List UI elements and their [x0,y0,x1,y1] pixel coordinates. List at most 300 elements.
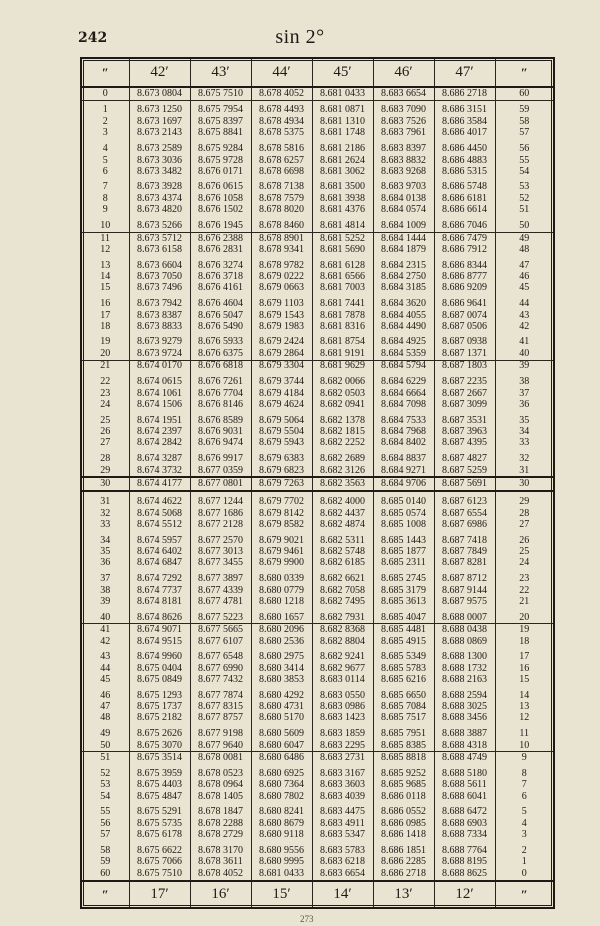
table-row [82,636,553,647]
seconds-label-left: 27 [100,437,111,449]
log-value-cell: 8.688 6472 [434,802,495,818]
log-value-cell: 8.678 1405 [190,791,251,802]
log-value-cell: 8.686 4883 [434,155,495,166]
log-value-cell: 8.681 7878 [312,310,373,321]
table-row [82,232,553,244]
log-value-cell: 8.684 2315 [373,256,434,272]
seconds-label-right: 5 [495,802,553,818]
log-value-cell: 8.677 9198 [190,724,251,740]
log-value-cell: 8.681 9191 [312,348,373,360]
log-value-cell: 8.680 3414 [251,663,312,674]
log-value-cell: 8.679 2864 [251,348,312,360]
log-value-cell: 8.687 6554 [434,508,495,519]
seconds-label-left: 31 [100,495,111,507]
page-title: sin 2° [275,26,325,48]
log-value-cell: 8.688 5180 [434,764,495,780]
log-value-cell: 8.686 2718 [373,868,434,881]
log-value-cell: 8.673 1697 [129,116,190,127]
log-value-cell: 8.688 6041 [434,791,495,802]
seconds-label-right: 21 [495,596,553,607]
log-value-cell: 8.684 3185 [373,283,434,294]
seconds-label-left: 32 [100,507,111,519]
seconds-label-left: 50 [82,740,129,752]
log-value-cell: 8.674 5068 [129,508,190,519]
log-value-cell: 8.673 4820 [129,205,190,216]
log-value-cell: 8.675 7066 [129,857,190,868]
log-value-cell: 8.674 3732 [129,465,190,477]
table-row [82,608,553,624]
seconds-label-right: 20 [495,608,553,624]
log-value-cell: 8.686 2285 [373,857,434,868]
log-value-cell: 8.683 1859 [312,724,373,740]
log-value-cell: 8.684 3620 [373,294,434,310]
seconds-label-right: 30 [495,477,553,491]
log-value-cell: 8.682 0503 [312,388,373,399]
log-value-cell: 8.678 4934 [251,116,312,127]
log-value-cell: 8.679 9021 [251,531,312,547]
table-row [82,477,553,491]
log-value-cell: 8.678 3170 [190,841,251,857]
log-value-cell: 8.677 6548 [190,647,251,663]
log-value-cell: 8.676 3274 [190,256,251,272]
log-value-cell: 8.688 0438 [434,624,495,636]
seconds-label-left: 20 [82,348,129,360]
seconds-label-left: 42 [100,635,111,647]
log-value-cell: 8.682 6621 [312,569,373,585]
seconds-label-right: 19 [495,624,553,636]
log-value-cell: 8.687 7849 [434,546,495,557]
seconds-label-right: 25 [495,546,553,557]
log-value-cell: 8.679 4624 [251,399,312,410]
seconds-label-right: 2 [495,841,553,857]
log-value-cell: 8.688 5611 [434,780,495,791]
log-value-cell: 8.686 4450 [434,139,495,155]
log-value-cell: 8.675 0404 [129,663,190,674]
log-value-cell: 8.684 0574 [373,205,434,216]
log-value-cell: 8.678 2729 [190,829,251,840]
log-value-cell: 8.675 3959 [129,764,190,780]
seconds-label-left: 41 [100,624,111,636]
log-value-cell: 8.682 7058 [312,585,373,596]
seconds-label-right: 35 [495,411,553,427]
seconds-label-right: 0 [495,868,553,881]
log-value-cell: 8.680 1657 [251,608,312,624]
log-value-cell: 8.688 8625 [434,868,495,881]
table-row [82,647,553,663]
seconds-label-left: 35 [100,546,111,558]
seconds-label-right: 40 [495,348,553,360]
table-row [82,372,553,388]
log-value-cell: 8.680 9118 [251,829,312,840]
log-value-cell: 8.676 2388 [190,232,251,244]
log-value-cell: 8.674 1951 [129,411,190,427]
log-value-cell: 8.682 4874 [312,519,373,530]
log-value-cell: 8.677 8757 [190,713,251,724]
log-value-cell: 8.676 8146 [190,399,251,410]
seconds-label-right: 27 [495,519,553,530]
log-value-cell: 8.685 3179 [373,585,434,596]
table-row [82,333,553,349]
log-value-cell: 8.676 2831 [190,244,251,255]
seconds-label-right: 53 [495,178,553,194]
log-value-cell: 8.688 8195 [434,857,495,868]
seconds-label-left: 0 [82,87,129,100]
table-row [82,438,553,449]
seconds-label-right: 46 [495,271,553,282]
log-value-cell: 8.686 4017 [434,128,495,139]
table-row [82,139,553,155]
seconds-label-left: 34 [100,534,111,546]
log-value-cell: 8.685 2745 [373,569,434,585]
log-value-cell: 8.687 8712 [434,569,495,585]
seconds-label-right: 6 [495,791,553,802]
log-value-cell: 8.681 0871 [312,100,373,116]
log-value-cell: 8.675 7954 [190,100,251,116]
log-value-cell: 8.673 9724 [129,348,190,360]
log-value-cell: 8.687 5259 [434,465,495,477]
table-row [82,686,553,702]
table-row [82,546,553,557]
log-value-cell: 8.676 5490 [190,321,251,332]
log-value-cell: 8.673 2589 [129,139,190,155]
log-value-cell: 8.681 7441 [312,294,373,310]
seconds-label-left: 55 [100,806,111,818]
log-value-cell: 8.681 0433 [312,87,373,100]
log-value-cell: 8.686 1418 [373,829,434,840]
log-value-cell: 8.681 6128 [312,256,373,272]
table-row [82,310,553,321]
log-sine-table-frame [80,57,555,909]
log-value-cell: 8.684 1009 [373,216,434,232]
log-value-cell: 8.676 9474 [190,438,251,449]
log-value-cell: 8.683 4911 [312,818,373,829]
log-value-cell: 8.676 3718 [190,271,251,282]
seconds-label-right: 37 [495,388,553,399]
table-row [82,427,553,438]
footer-mark: 273 [300,914,314,924]
log-value-cell: 8.684 7098 [373,399,434,410]
log-value-cell: 8.679 5504 [251,427,312,438]
table-row [82,818,553,829]
seconds-label-left: 16 [100,298,111,310]
seconds-label-right: 31 [495,465,553,477]
log-value-cell: 8.680 4731 [251,701,312,712]
seconds-label-right: 42 [495,321,553,332]
table-row [82,491,553,508]
log-value-cell: 8.685 9252 [373,764,434,780]
seconds-label-right: 36 [495,399,553,410]
log-value-cell: 8.684 8402 [373,438,434,449]
log-value-cell: 8.684 5359 [373,348,434,360]
log-value-cell: 8.674 7737 [129,585,190,596]
log-value-cell: 8.673 3036 [129,155,190,166]
log-value-cell: 8.681 5252 [312,232,373,244]
log-value-cell: 8.678 4052 [251,87,312,100]
log-value-cell: 8.678 7138 [251,178,312,194]
log-value-cell: 8.687 9144 [434,585,495,596]
log-value-cell: 8.687 4827 [434,449,495,465]
log-value-cell: 8.680 6047 [251,740,312,752]
log-value-cell: 8.675 6178 [129,829,190,840]
seconds-label-right: 43 [495,310,553,321]
log-value-cell: 8.674 2397 [129,427,190,438]
log-value-cell: 8.674 9960 [129,647,190,663]
log-value-cell: 8.680 7364 [251,780,312,791]
log-value-cell: 8.686 3151 [434,100,495,116]
seconds-label-right: 33 [495,438,553,449]
seconds-label-left: 13 [100,259,111,271]
log-value-cell: 8.682 8804 [312,636,373,647]
log-value-cell: 8.681 3938 [312,193,373,204]
log-value-cell: 8.683 7090 [373,100,434,116]
log-value-cell: 8.685 6650 [373,686,434,702]
log-value-cell: 8.675 1293 [129,686,190,702]
log-value-cell: 8.680 9995 [251,857,312,868]
log-value-cell: 8.682 5311 [312,531,373,547]
table-row [82,674,553,685]
log-value-cell: 8.680 4292 [251,686,312,702]
log-value-cell: 8.675 3514 [129,752,190,764]
seconds-label-left: 57 [100,829,111,841]
table-row [82,283,553,294]
seconds-label-left: 46 [100,689,111,701]
log-value-cell: 8.677 5665 [190,624,251,636]
log-value-cell: 8.688 6903 [434,818,495,829]
log-value-cell: 8.686 7912 [434,244,495,255]
log-value-cell: 8.681 0433 [251,868,312,881]
log-value-cell: 8.683 1423 [312,713,373,724]
log-value-cell: 8.673 2143 [129,128,190,139]
log-value-cell: 8.674 7292 [129,569,190,585]
log-value-cell: 8.678 6698 [251,166,312,177]
log-value-cell: 8.684 1444 [373,232,434,244]
table-row [82,128,553,139]
log-value-cell: 8.675 6622 [129,841,190,857]
log-value-cell: 8.685 5783 [373,663,434,674]
log-value-cell: 8.678 9341 [251,244,312,255]
log-value-cell: 8.674 1506 [129,399,190,410]
log-value-cell: 8.680 5609 [251,724,312,740]
log-value-cell: 8.680 7802 [251,791,312,802]
seconds-label-left: 21 [100,360,111,372]
log-value-cell: 8.676 1502 [190,205,251,216]
seconds-label-right: 34 [495,427,553,438]
log-value-cell: 8.687 0938 [434,333,495,349]
log-value-cell: 8.680 2975 [251,647,312,663]
seconds-label-left: 9 [102,204,108,216]
log-value-cell: 8.683 6654 [312,868,373,881]
seconds-label-left: 39 [100,595,111,607]
seconds-label-left: 36 [100,557,111,569]
log-value-cell: 8.675 8841 [190,128,251,139]
log-value-cell: 8.674 3287 [129,449,190,465]
log-value-cell: 8.673 9279 [129,333,190,349]
log-value-cell: 8.684 2750 [373,271,434,282]
table-row [82,166,553,177]
log-value-cell: 8.682 8368 [312,624,373,636]
log-value-cell: 8.686 8344 [434,256,495,272]
seconds-label-left: 49 [100,728,111,740]
seconds-label-left: 45 [100,673,111,685]
log-value-cell: 8.677 0801 [190,477,251,491]
column-header: 43′ [190,59,251,87]
seconds-label-left: 48 [100,712,111,724]
log-value-cell: 8.677 9640 [190,740,251,752]
log-value-cell: 8.673 8833 [129,321,190,332]
column-footer: 17′ [129,881,190,907]
log-value-cell: 8.680 6925 [251,764,312,780]
seconds-label-right: 24 [495,558,553,569]
log-value-cell: 8.687 0506 [434,321,495,332]
log-value-cell: 8.677 2128 [190,519,251,530]
table-row [82,791,553,802]
log-value-cell: 8.681 9629 [312,360,373,372]
table-row [82,205,553,216]
log-value-cell: 8.684 7533 [373,411,434,427]
table-row [82,829,553,840]
seconds-label-left: 52 [100,767,111,779]
seconds-label-left: 54 [100,790,111,802]
seconds-label-left: 11 [100,232,111,244]
log-value-cell: 8.675 7510 [190,87,251,100]
log-value-cell: 8.680 8679 [251,818,312,829]
seconds-label-left: 1 [102,104,108,116]
seconds-label-left: 56 [100,817,111,829]
table-row [82,360,553,372]
log-value-cell: 8.673 0804 [129,87,190,100]
seconds-label-left: 10 [82,216,129,232]
table-row [82,624,553,636]
seconds-label-right: 7 [495,780,553,791]
log-value-cell: 8.679 1983 [251,321,312,332]
log-value-cell: 8.682 5748 [312,546,373,557]
seconds-label-left: 28 [100,453,111,465]
log-value-cell: 8.678 8901 [251,232,312,244]
log-value-cell: 8.676 1058 [190,193,251,204]
log-value-cell: 8.679 8142 [251,508,312,519]
log-value-cell: 8.679 5943 [251,438,312,449]
log-value-cell: 8.678 8020 [251,205,312,216]
log-value-cell: 8.677 4339 [190,585,251,596]
log-value-cell: 8.684 7968 [373,427,434,438]
table-row [82,321,553,332]
seconds-header-left: ″ [82,59,129,87]
log-value-cell: 8.686 2718 [434,87,495,100]
column-footer: 13′ [373,881,434,907]
log-value-cell: 8.683 6654 [373,87,434,100]
log-value-cell: 8.680 1218 [251,596,312,607]
log-value-cell: 8.687 1371 [434,348,495,360]
log-value-cell: 8.675 0849 [129,674,190,685]
seconds-label-right: 17 [495,647,553,663]
log-value-cell: 8.684 4490 [373,321,434,332]
table-row [82,348,553,360]
seconds-label-right: 45 [495,283,553,294]
seconds-label-left: 29 [82,465,129,477]
seconds-label-right: 52 [495,193,553,204]
column-header: 45′ [312,59,373,87]
log-value-cell: 8.676 7261 [190,372,251,388]
log-value-cell: 8.684 9706 [373,477,434,491]
log-value-cell: 8.680 0339 [251,569,312,585]
log-value-cell: 8.681 8316 [312,321,373,332]
log-value-cell: 8.682 7495 [312,596,373,607]
seconds-label-left: 37 [100,573,111,584]
log-value-cell: 8.676 1945 [190,216,251,232]
log-value-cell: 8.687 2667 [434,388,495,399]
log-value-cell: 8.683 4475 [312,802,373,818]
seconds-label-right: 26 [495,531,553,547]
log-value-cell: 8.677 1686 [190,508,251,519]
seconds-label-right: 51 [495,205,553,216]
log-value-cell: 8.674 9071 [129,624,190,636]
log-value-cell: 8.680 2536 [251,636,312,647]
log-value-cell: 8.674 0170 [129,360,190,372]
log-value-cell: 8.679 9900 [251,558,312,569]
log-value-cell: 8.675 2626 [129,724,190,740]
seconds-label-right: 9 [495,752,553,764]
log-value-cell: 8.675 4847 [129,791,190,802]
seconds-label-right: 14 [495,686,553,702]
log-value-cell: 8.684 6229 [373,372,434,388]
log-value-cell: 8.680 2096 [251,624,312,636]
seconds-label-left: 15 [100,282,111,294]
log-value-cell: 8.687 9575 [434,596,495,607]
log-value-cell: 8.685 5349 [373,647,434,663]
table-row [82,294,553,310]
log-value-cell: 8.683 7961 [373,128,434,139]
log-value-cell: 8.680 3853 [251,674,312,685]
log-value-cell: 8.681 2186 [312,139,373,155]
log-value-cell: 8.685 1008 [373,519,434,530]
log-value-cell: 8.676 9917 [190,449,251,465]
log-value-cell: 8.686 1851 [373,841,434,857]
log-value-cell: 8.675 9728 [190,155,251,166]
log-value-cell: 8.681 5690 [312,244,373,255]
log-value-cell: 8.677 1244 [190,491,251,508]
log-value-cell: 8.682 3126 [312,465,373,477]
log-value-cell: 8.683 7526 [373,116,434,127]
seconds-label-left: 22 [100,376,111,388]
seconds-label-right: 15 [495,674,553,685]
seconds-label-left: 33 [100,518,111,530]
seconds-label-right: 54 [495,166,553,177]
log-value-cell: 8.687 6986 [434,519,495,530]
log-value-cell: 8.676 6818 [190,360,251,372]
table-row [82,216,553,232]
seconds-label-right: 29 [495,491,553,508]
table-row [82,701,553,712]
log-value-cell: 8.683 8832 [373,155,434,166]
seconds-label-left: 6 [102,165,108,177]
log-value-cell: 8.688 7334 [434,829,495,840]
log-value-cell: 8.683 4039 [312,791,373,802]
log-value-cell: 8.685 6216 [373,674,434,685]
column-header: 47′ [434,59,495,87]
log-value-cell: 8.680 9556 [251,841,312,857]
table-row [82,519,553,530]
seconds-label-left: 44 [100,662,111,674]
log-value-cell: 8.688 0007 [434,608,495,624]
log-value-cell: 8.688 3025 [434,701,495,712]
log-value-cell: 8.688 2594 [434,686,495,702]
seconds-label-left: 3 [102,127,108,139]
table-row [82,857,553,868]
log-value-cell: 8.680 5170 [251,713,312,724]
log-value-cell: 8.682 9241 [312,647,373,663]
log-value-cell: 8.681 4376 [312,205,373,216]
table-row [82,178,553,194]
